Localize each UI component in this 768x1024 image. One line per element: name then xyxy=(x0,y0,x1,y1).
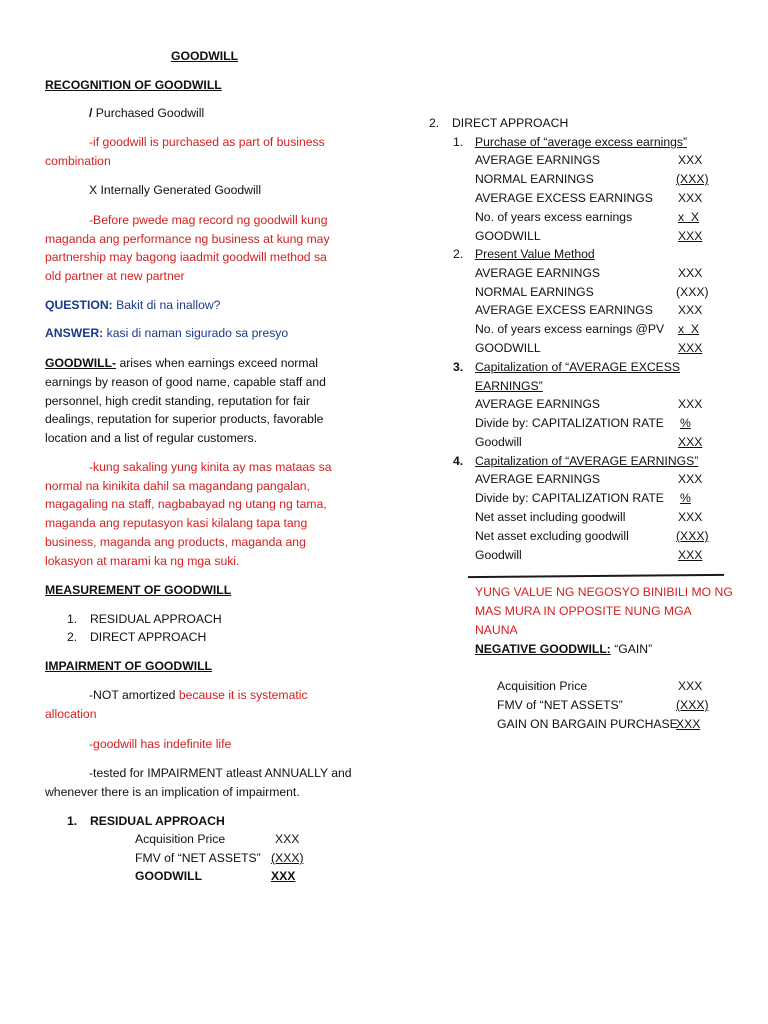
impairment-note-c: allocation xyxy=(45,707,97,721)
answer-line xyxy=(45,325,288,341)
method-row-value: XXX xyxy=(678,472,703,486)
negative-goodwill-text: “GAIN” xyxy=(610,642,653,656)
method-row-label: NORMAL EARNINGS xyxy=(475,172,594,186)
method-row-value: XXX xyxy=(678,341,703,355)
negative-row-label: FMV of “NET ASSETS” xyxy=(497,698,623,712)
goodwill-tl-line: normal na kinikita dahil sa magandang pangalan, xyxy=(45,479,310,493)
residual-row-value: XXX xyxy=(275,832,300,846)
measurement-heading: MEASUREMENT OF GOODWILL xyxy=(45,583,232,597)
negosyo-note-line: MAS MURA IN OPPOSITE NUNG MGA xyxy=(475,604,692,618)
goodwill-def-line: dealings, reputation for superior products, favorable xyxy=(45,412,324,426)
method-title: EARNINGS” xyxy=(475,379,543,393)
method-row-label: No. of years excess earnings @PV xyxy=(475,322,665,336)
method-row-label: Goodwill xyxy=(475,435,522,449)
measurement-item: DIRECT APPROACH xyxy=(90,630,207,644)
negative-row-label: GAIN ON BARGAIN PURCHASE xyxy=(497,717,678,731)
goodwill-tl-line: magagaling na staff, nagbabayad ng utang ng tama, xyxy=(45,497,327,511)
internal-note-line: -Before pwede mag record ng goodwill kung xyxy=(89,213,328,227)
method-row-value: XXX xyxy=(678,435,703,449)
goodwill-tl-line: lokasyon at marami ka ng mga suki. xyxy=(45,554,240,568)
method-row-value: XXX xyxy=(678,303,703,317)
negative-row-value: XXX xyxy=(678,679,703,693)
impairment-heading: IMPAIRMENT OF GOODWILL xyxy=(45,659,212,673)
impairment-note-b: because it is systematic xyxy=(178,688,308,702)
residual-row-label: Acquisition Price xyxy=(135,832,226,846)
method-row-value: XXX xyxy=(678,397,703,411)
negative-goodwill-label: NEGATIVE GOODWILL: xyxy=(475,642,611,656)
method-row-value: % xyxy=(680,491,691,505)
method-row-label: Net asset excluding goodwill xyxy=(475,529,629,543)
purchased-goodwill-item xyxy=(89,105,204,121)
goodwill-definition-line xyxy=(45,355,318,371)
purchased-note-line: -if goodwill is purchased as part of business xyxy=(89,135,325,149)
purchased-goodwill-label: Purchased Goodwill xyxy=(95,106,205,120)
residual-row-label: FMV of “NET ASSETS” xyxy=(135,851,261,865)
negative-goodwill-line xyxy=(475,641,652,657)
residual-num: 1. xyxy=(67,814,78,828)
goodwill-tl-line: maganda ang reputasyon kasi kilalang tapa tang xyxy=(45,516,308,530)
method-row-value: XXX xyxy=(678,229,703,243)
internal-note-line: maganda ang performance ng business at kung may xyxy=(45,232,330,246)
method-row-label: AVERAGE EARNINGS xyxy=(475,266,601,280)
method-row-value: x X xyxy=(678,322,699,336)
impairment-note-line: -goodwill has indefinite life xyxy=(89,737,232,751)
method-row-value: x X xyxy=(678,210,699,224)
method-row-label: Goodwill xyxy=(475,548,522,562)
residual-row-value: (XXX) xyxy=(271,851,304,865)
recognition-heading: RECOGNITION OF GOODWILL xyxy=(45,78,222,92)
method-row-label: Divide by: CAPITALIZATION RATE xyxy=(475,491,664,505)
method-row-label: Divide by: CAPITALIZATION RATE xyxy=(475,416,664,430)
method-title: Capitalization of “AVERAGE EXCESS xyxy=(475,360,681,374)
method-num: 2. xyxy=(453,247,464,261)
method-row-value: XXX xyxy=(678,266,703,280)
method-num: 4. xyxy=(453,454,464,468)
impairment-note-line: whenever there is an implication of impairment. xyxy=(45,785,300,799)
method-num: 3. xyxy=(453,360,464,374)
internal-goodwill-label: X Internally Generated Goodwill xyxy=(89,183,262,197)
method-row-label: GOODWILL xyxy=(475,229,541,243)
negative-row-value: XXX xyxy=(676,717,701,731)
method-row-label: No. of years excess earnings xyxy=(475,210,633,224)
purchased-note-line: combination xyxy=(45,154,111,168)
method-row-label: AVERAGE EXCESS EARNINGS xyxy=(475,191,653,205)
impairment-note-a: -NOT amortized xyxy=(89,688,179,702)
method-title: Purchase of “average excess earnings” xyxy=(475,135,688,149)
method-row-value: XXX xyxy=(678,153,703,167)
measurement-item-num: 1. xyxy=(67,612,78,626)
method-row-label: AVERAGE EARNINGS xyxy=(475,153,601,167)
goodwill-def-line: personnel, high credit standing, reputation for fair xyxy=(45,394,310,408)
answer-label: ANSWER: xyxy=(45,326,104,340)
question-line xyxy=(45,297,220,313)
method-row-label: AVERAGE EXCESS EARNINGS xyxy=(475,303,653,317)
method-row-label: AVERAGE EARNINGS xyxy=(475,397,601,411)
residual-heading: RESIDUAL APPROACH xyxy=(90,814,225,828)
method-row-value: XXX xyxy=(678,510,703,524)
method-row-label: Net asset including goodwill xyxy=(475,510,626,524)
method-row-value: XXX xyxy=(678,191,703,205)
negosyo-note-line: YUNG VALUE NG NEGOSYO BINIBILI MO NG xyxy=(475,585,733,599)
goodwill-def-line: location and a list of regular customers. xyxy=(45,431,258,445)
goodwill-term: GOODWILL- xyxy=(45,356,117,370)
method-num: 1. xyxy=(453,135,464,149)
question-text: Bakit di na inallow? xyxy=(116,298,221,312)
measurement-item-num: 2. xyxy=(67,630,78,644)
goodwill-def-text: arises when earnings exceed normal xyxy=(116,356,318,370)
direct-approach-num: 2. xyxy=(429,116,440,130)
goodwill-tl-line: -kung sakaling yung kinita ay mas mataas sa xyxy=(89,460,332,474)
method-row-value: XXX xyxy=(678,548,703,562)
method-title: Present Value Method xyxy=(475,247,595,261)
negative-row-label: Acquisition Price xyxy=(497,679,588,693)
question-label: QUESTION: xyxy=(45,298,113,312)
impairment-note-line: -tested for IMPAIRMENT atleast ANNUALLY and xyxy=(89,766,352,780)
method-row-label: AVERAGE EARNINGS xyxy=(475,472,601,486)
impairment-note-line xyxy=(89,687,308,703)
method-title: Capitalization of “AVERAGE EARNINGS” xyxy=(475,454,699,468)
method-row-value: % xyxy=(680,416,691,430)
negative-row-value: (XXX) xyxy=(676,698,709,712)
direct-approach-heading: DIRECT APPROACH xyxy=(452,116,569,130)
internal-note-line: old partner at new partner xyxy=(45,269,185,283)
internal-note-line: partnership may bagong iaadmit goodwill method sa xyxy=(45,250,327,264)
method-row-label: NORMAL EARNINGS xyxy=(475,285,594,299)
residual-row-value: XXX xyxy=(271,869,296,883)
goodwill-def-line: earnings by reason of good name, capable staff and xyxy=(45,375,326,389)
check-mark: / xyxy=(89,106,93,120)
page-title: GOODWILL xyxy=(171,49,239,63)
residual-row-label: GOODWILL xyxy=(135,869,203,883)
method-row-value: (XXX) xyxy=(676,285,709,299)
divider-line xyxy=(468,574,724,578)
negosyo-note-line: NAUNA xyxy=(475,623,518,637)
method-row-value: (XXX) xyxy=(676,529,709,543)
method-row-label: GOODWILL xyxy=(475,341,541,355)
method-row-value: (XXX) xyxy=(676,172,709,186)
answer-text: kasi di naman sigurado sa presyo xyxy=(106,326,289,340)
measurement-item: RESIDUAL APPROACH xyxy=(90,612,222,626)
goodwill-tl-line: business, maganda ang products, maganda ang xyxy=(45,535,306,549)
